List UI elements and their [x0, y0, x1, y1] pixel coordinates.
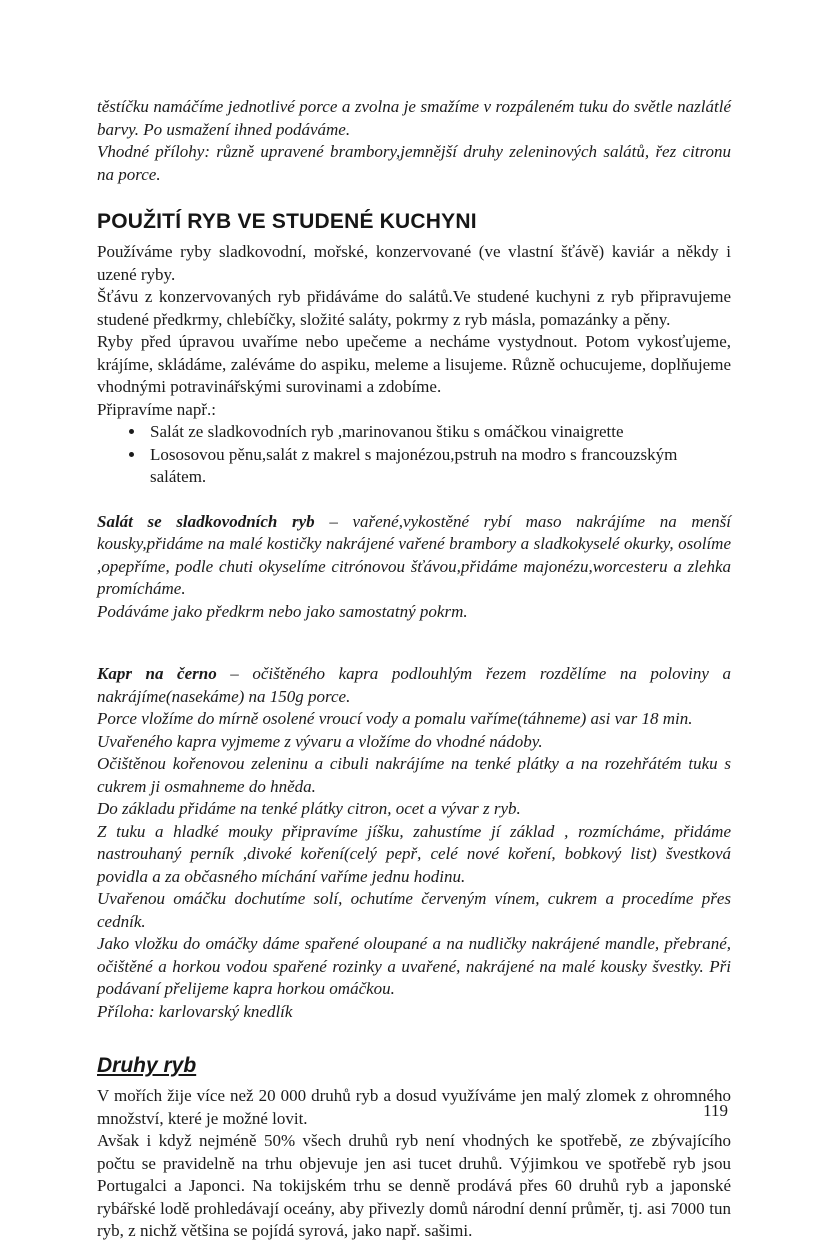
body-paragraph: Šťávu z konzervovaných ryb přidáváme do salátů.Ve studené kuchyni z ryb připravujeme studené předkrmy, chlebíčky, složité saláty, pokrmy z ryb másla, pomazánky a pěny. — [97, 287, 731, 329]
body-paragraph: Používáme ryby sladkovodní, mořské, konzervované (ve vlastní šťávě) kaviár a někdy i uzené ryby. — [97, 242, 731, 284]
recipe-step: Jako vložku do omáčky dáme spařené oloupané a na nudličky nakrájené mandle, přebrané, očištěné a horkou vodou spařené rozinky a uvařené, nakrájené na malé kousky švestky. Při podávaní přelijeme kapra horkou omáčkou. — [97, 934, 731, 998]
body-paragraph: Ryby před úpravou uvaříme nebo upečeme a necháme vystydnout. Potom vykosťujeme, krájíme, skládáme, zaléváme do aspiku, meleme a lisujeme. Různě ochucujeme, doplňujeme vhodnými potravinářskými surovinami a zdobíme. — [97, 332, 731, 396]
section-heading-cold-kitchen: POUŽITÍ RYB VE STUDENÉ KUCHYNI — [97, 210, 477, 233]
dish-examples-list — [97, 421, 731, 489]
recipe-title: Kapr na černo — [97, 664, 217, 683]
intro-sides-paragraph: Vhodné přílohy: různě upravené brambory,jemnější druhy zeleninových salátů, řez citronu na porce. — [97, 142, 731, 184]
recipe-step: Do základu přidáme na tenké plátky citron, ocet a vývar z ryb. — [97, 799, 521, 818]
recipe-paragraph — [97, 511, 731, 601]
recipe-step: Očištěnou kořenovou zeleninu a cibuli nakrájíme na tenké plátky a na rozehřátém tuku s cukrem ji osmahneme do hněda. — [97, 754, 731, 796]
list-item: • Lososovou pěnu,salát z makrel s majonézou,pstruh na modro s francouzským salátem. — [146, 444, 731, 489]
body-paragraph: Avšak i když nejméně 50% všech druhů ryb není vhodných ke spotřebě, ze zbývajícího počtu se pravidelně na trhu objevuje jen asi tucet druhů. Výjimkou ve spotřebě ryb jsou Portugalci a Japonci. Na tokijském trhu se denně prodává přes 60 druhů ryb a japonské rybářské lodě prohledávají oceány, aby přivezly domů národní denní průměr, tj. asi 7000 tun ryb, z nichž většina se pojídá syrová, jako např. sašimi. — [97, 1131, 731, 1240]
recipe-step: Porce vložíme do mírně osolené vroucí vody a pomalu vaříme(táhneme) asi var 18 min. — [97, 709, 693, 728]
list-item: • Salát ze sladkovodních ryb ,marinovanou štiku s omáčkou vinaigrette — [146, 421, 731, 444]
recipe-step: Uvařeného kapra vyjmeme z vývaru a vložíme do vhodné nádoby. — [97, 731, 543, 751]
recipe-body: – vařené,vykostěné rybí maso nakrájíme na menší kousky,přidáme na malé kostičky nakrájené vařené brambory a sladkokyselé okurky, osolíme ,opepříme, podle chuti okyselíme citrónovou šťávou,přidáme majonézu,worcesteru a zlehka promícháme. — [97, 511, 732, 598]
section-heading-fish-types: Druhy ryb — [97, 1054, 197, 1077]
recipe-carp-black-sauce — [97, 663, 731, 1023]
recipe-step: Uvařenou omáčku dochutíme solí, ochutíme červeným vínem, cukrem a procedíme přes cedník. — [97, 889, 731, 931]
recipe-step: Z tuku a hladké mouky připravíme jíšku, zahustíme jí základ , rozmícháme, přidáme nastrouhaný perník ,divoké koření(celý pepř, celé nové koření, bobkový list) švestková povidla a za občasného míchání vaříme jednu hodinu. — [97, 821, 731, 886]
page-number: 119 — [703, 1101, 728, 1120]
recipe-serving-note: Podáváme jako předkrm nebo jako samostatný pokrm. — [97, 601, 468, 621]
cold-kitchen-section — [97, 210, 731, 489]
recipe-freshwater-fish-salad — [97, 511, 731, 624]
body-paragraph: V mořích žije více než 20 000 druhů ryb a dosud využíváme jen malý zlomek z ohromného množství, které je možné lovit. — [97, 1086, 731, 1128]
recipe-body: – očištěného kapra podlouhlým řezem rozdělíme na poloviny a nakrájíme(nasekáme) na 150g porce. — [97, 664, 732, 706]
intro-paragraph: těstíčku namáčíme jednotlivé porce a zvolna je smažíme v rozpáleném tuku do světle nazlátlé barvy. Po usmažení ihned podáváme. — [97, 97, 731, 139]
intro-section — [97, 96, 731, 186]
recipe-side-dish-note: Příloha: karlovarský knedlík — [97, 1001, 293, 1021]
body-paragraph: Připravíme např.: — [97, 399, 216, 419]
recipe-title: Salát se sladkovodních ryb — [97, 511, 315, 531]
fish-types-section — [97, 1054, 731, 1243]
recipe-paragraph — [97, 663, 731, 708]
